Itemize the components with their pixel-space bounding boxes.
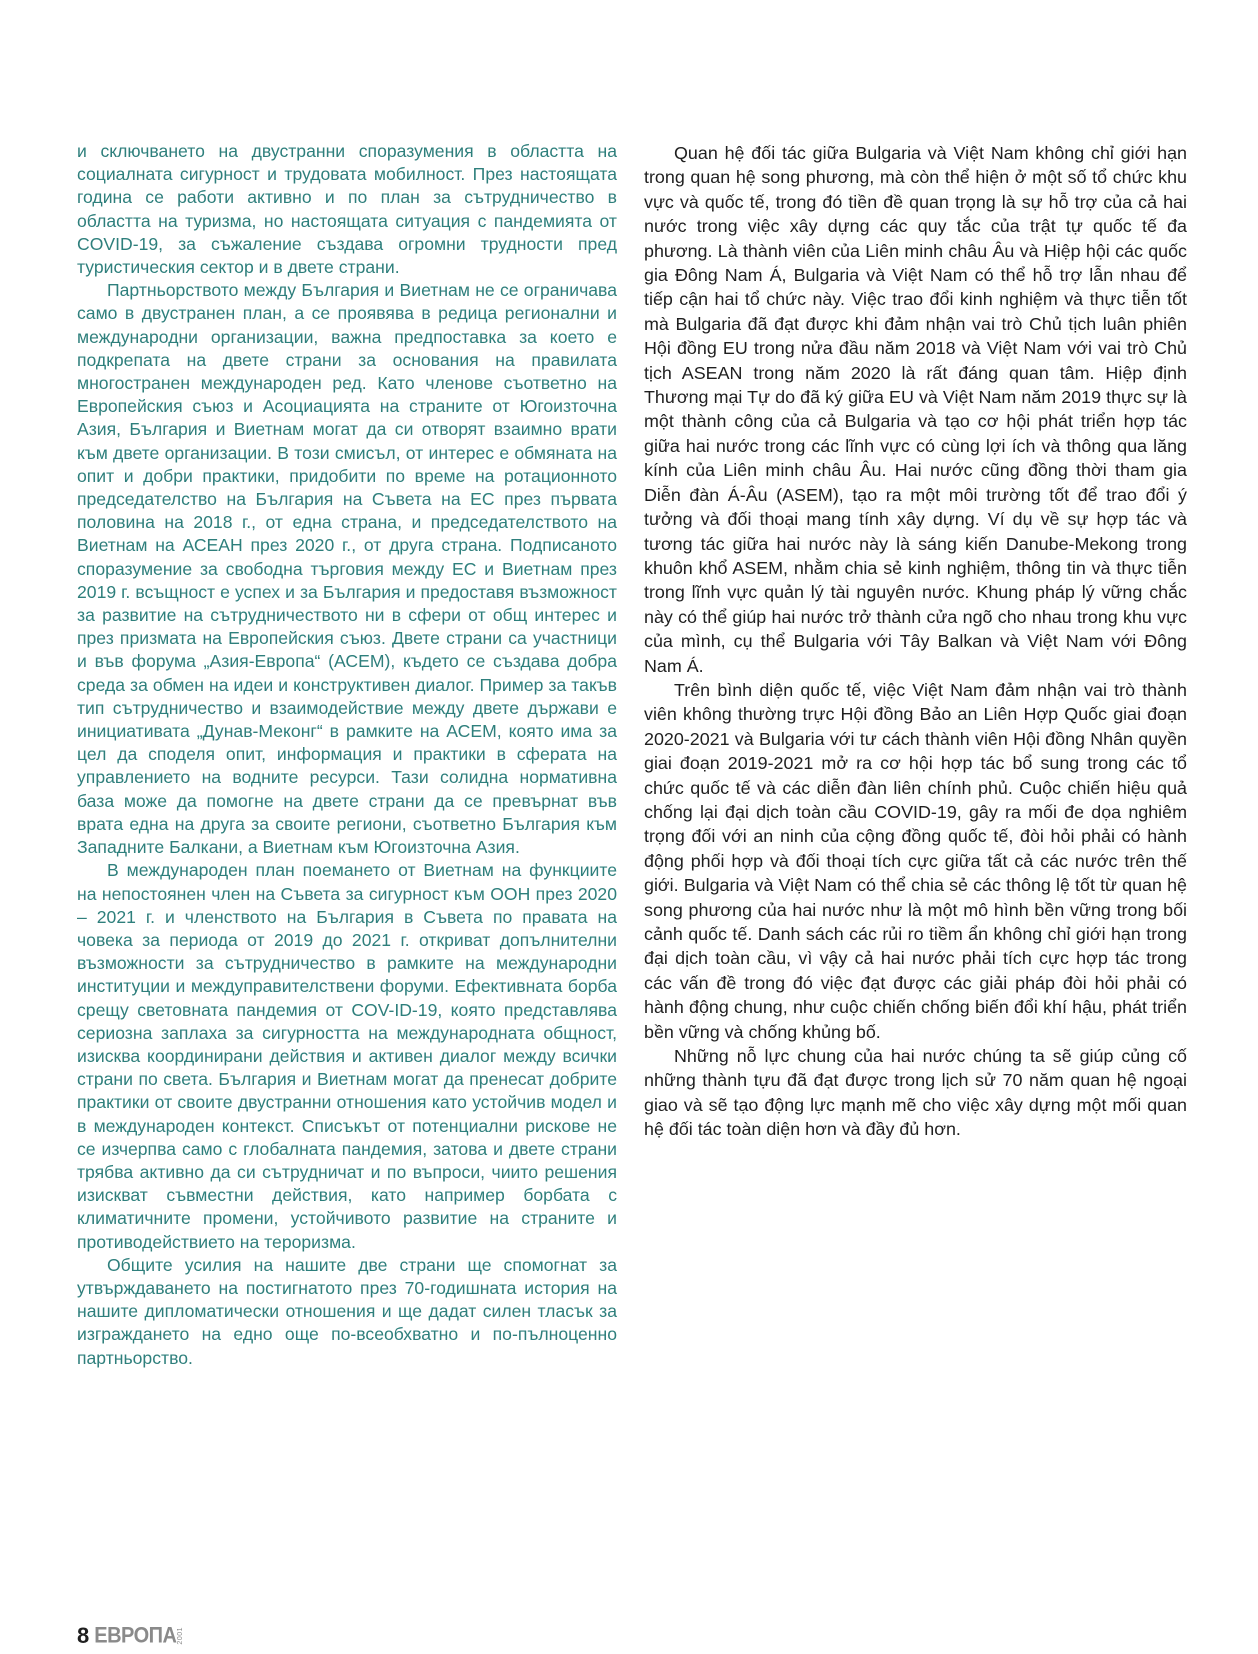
page-footer xyxy=(77,1625,184,1647)
magazine-logo: ЕВРОПА xyxy=(94,1623,177,1648)
vietnamese-paragraph: Quan hệ đối tác giữa Bulgaria và Việt Nam không chỉ giới hạn trong quan hệ song phương, mà còn thể hiện ở một số tổ chức khu vực và quốc tế, trong đó tiền đề quan trọng là sự hỗ trợ của cả hai nước trong việc xây dựng các quy tắc của trật tự quốc tế đa phương. Là thành viên của Liên minh châu Âu và Hiệp hội các quốc gia Đông Nam Á, Bulgaria và Việt Nam có thể hỗ trợ lẫn nhau để tiếp cận hai tổ chức này. Việc trao đổi kinh nghiệm và thực tiễn tốt mà Bulgaria đã đạt được khi đảm nhận vai trò Chủ tịch luân phiên Hội đồng EU trong nửa đầu năm 2018 và Việt Nam với vai trò Chủ tịch ASEAN trong năm 2020 là rất đáng quan tâm. Hiệp định Thương mại Tự do đã ký giữa EU và Việt Nam năm 2019 thực sự là một thành công của cả Bulgaria và tạo cơ hội phát triển hợp tác giữa hai nước trong các lĩnh vực có cùng lợi ích và thông qua lăng kính của Liên minh châu Âu. Hai nước cũng đồng thời tham gia Diễn đàn Á-Âu (ASEM), tạo ra một môi trường tốt để trao đổi ý tưởng và đối thoại mang tính xây dựng. Ví dụ về sự hợp tác và tương tác giữa hai nước này là sáng kiến Danube-Mekong trong khuôn khổ ASEM, nhằm chia sẻ kinh nghiệm, thông tin và thực tiễn trong lĩnh vực quản lý tài nguyên nước. Khung pháp lý vững chắc này có thể giúp hai nước trở thành cửa ngõ cho nhau trong khu vực của mình, cụ thể Bulgaria với Tây Balkan và Việt Nam với Đông Nam Á. xyxy=(644,143,1187,676)
page-number: 8 xyxy=(77,1623,90,1648)
bulgarian-paragraph: Партньорството между България и Виетнам не се ограничава само в двустранен план, а се проявява в редица регионални и международни организации, важна предпоставка за което е подкрепата на двете страни за основания на правилата многостранен международен ред. Като членове съответно на Европейския съюз и Асоциацията на страните от Югоизточна Азия, България и Виетнам могат да си отворят взаимно врати към двете организации. В този смисъл, от интерес е обмяната на опит и добри практики, придобити по време на ротационното председателство на България на Съвета на ЕС през първата половина на 2018 г., от една страна, и председателството на Виетнам на АСЕАН през 2020 г., от друга страна. Подписаното споразумение за свободна търговия между ЕС и Виетнам през 2019 г. всъщност е успех и за България и предоставя възможност за развитие на сътрудничеството ни в сфери от общ интерес и през призмата на Европейския съюз. Двете страни са участници и във форума „Азия-Европа“ (АСЕМ), където се създава добра среда за обмен на идеи и конструктивен диалог. Пример за такъв тип сътрудничество и взаимодействие между двете държави е инициативата „Дунав-Меконг“ в рамките на АСЕМ, която има за цел да споделя опит, информация и практики в сферата на управлението на водните ресурси. Тази солидна нормативна база може да помогне на двете страни да се превърнат във врата една на друга за своите региони, съответно България към Западните Балкани, а Виетнам към Югоизточна Азия. xyxy=(77,280,617,858)
vietnamese-paragraph: Những nỗ lực chung của hai nước chúng ta sẽ giúp củng cố những thành tựu đã đạt được trong lịch sử 70 năm quan hệ ngoại giao và sẽ tạo động lực mạnh mẽ cho việc xây dựng một mối quan hệ đối tác toàn diện hơn và đầy đủ hơn. xyxy=(644,1046,1187,1140)
vietnamese-paragraph: Trên bình diện quốc tế, việc Việt Nam đảm nhận vai trò thành viên không thường trực Hội đồng Bảo an Liên Hợp Quốc giai đoạn 2020-2021 và Bulgaria với tư cách thành viên Hội đồng Nhân quyền giai đoạn 2019-2021 mở ra cơ hội hợp tác bổ sung trong các tổ chức quốc tế và các diễn đàn liên chính phủ. Cuộc chiến hiệu quả chống lại đại dịch toàn cầu COVID-19, gây ra mối đe dọa nghiêm trọng đối với an ninh của cộng đồng quốc tế, đòi hỏi phải có hành động phối hợp và đối thoại tích cực giữa tất cả các nước trên thế giới. Bulgaria và Việt Nam có thể chia sẻ các thông lệ tốt từ quan hệ song phương của hai nước như là một mô hình bền vững trong bối cảnh quốc tế. Danh sách các rủi ro tiềm ẩn không chỉ giới hạn trong đại dịch toàn cầu, vì vậy cả hai nước phải tích cực hợp tác trong các vấn đề trong đó việc đạt được các giải pháp đòi hỏi phải có hành động chung, như cuộc chiến chống biến đổi khí hậu, phát triển bền vững và chống khủng bố. xyxy=(644,679,1187,1042)
bulgarian-paragraph: и сключването на двустранни споразумения в областта на социалната сигурност и трудовата мобилност. През настоящата година се работи активно и по план за сътрудничество в областта на туризма, но настоящата ситуация с пандемията от COVID-19, за съжаление създава огромни трудности пред туристическия сектор и в двете страни. xyxy=(77,141,617,278)
magazine-logo-sub: 2001 xyxy=(177,1627,185,1645)
vietnamese-text-column xyxy=(644,141,1187,1142)
bulgarian-paragraph: Общите усилия на нашите две страни ще спомогнат за утвърждаването на постигнатото през 70-годишната история на нашите дипломатически отношения и ще дадат силен тласък за изграждането на едно още по-всеобхватно и по-пълноценно партньорство. xyxy=(77,1254,617,1368)
bulgarian-paragraph: В международен план поемането от Виетнам на функциите на непостоянен член на Съвета за сигурност към ООН през 2020 – 2021 г. и членството на България в Съвета по правата на човека за периода от 2019 до 2021 г. откриват допълнителни възможности за сътрудничество в рамките на международни институции и междуправителствени форуми. Ефективната борба срещу световната пандемия от COV-ID-19, която представлява сериозна заплаха за сигурността на международната общност, изисква координирани действия и активен диалог между всички страни по света. България и Виетнам могат да пренесат добрите практики от своите двустранни отношения като устойчив модел и в международен контекст. Списъкът от потенциални рискове не се изчерпва само с глобалната пандемия, затова и двете страни трябва активно да си сътрудничат и по въпроси, чиито решения изискват съвместни действия, като например борбата с климатичните промени, устойчивото развитие на страните и противодействието на тероризма. xyxy=(77,860,617,1252)
bulgarian-text-column xyxy=(77,140,617,1370)
